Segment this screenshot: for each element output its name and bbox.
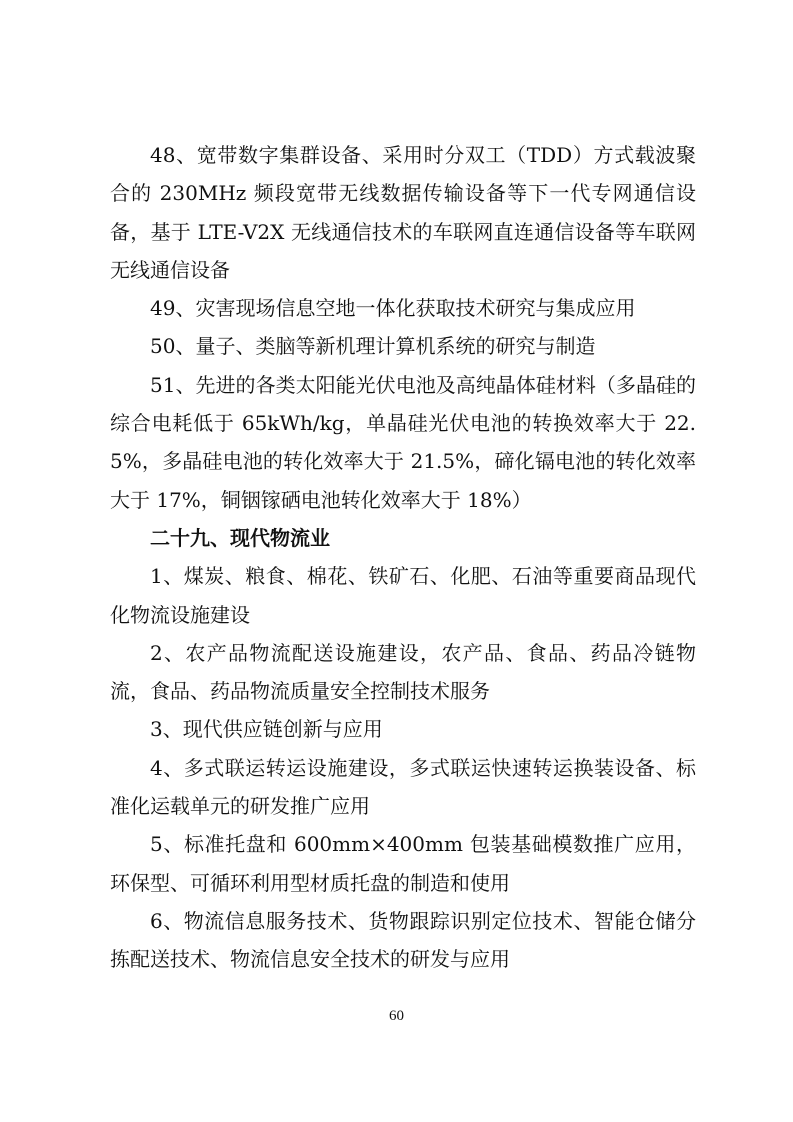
logistics-item-1: 1、煤炭、粮食、棉花、铁矿石、化肥、石油等重要商品现代化物流设施建设 — [110, 564, 696, 627]
page-body — [110, 136, 696, 979]
item-51: 51、先进的各类太阳能光伏电池及高纯晶体硅材料（多晶硅的综合电耗低于 65kWh/kg，单晶硅光伏电池的转换效率大于 22.5%，多晶硅电池的转化效率大于 21.5%，碲化镉电池的转化效率大于 17%，铜铟镓硒电池转化效率大于 18%） — [110, 372, 696, 512]
logistics-item-3: 3、现代供应链创新与应用 — [150, 717, 383, 742]
logistics-item-6: 6、物流信息服务技术、货物跟踪识别定位技术、智能仓储分拣配送技术、物流信息安全技术的研发与应用 — [110, 908, 696, 972]
page-number: 60 — [389, 1008, 404, 1024]
logistics-item-2: 2、农产品物流配送设施建设，农产品、食品、药品冷链物流，食品、药品物流质量安全控制技术服务 — [110, 640, 696, 704]
item-49: 49、灾害现场信息空地一体化获取技术研究与集成应用 — [150, 296, 636, 321]
logistics-item-4: 4、多式联运转运设施建设，多式联运快速转运换装设备、标准化运载单元的研发推广应用 — [110, 755, 696, 819]
section-heading: 二十九、现代物流业 — [150, 525, 330, 550]
item-48: 48、宽带数字集群设备、采用时分双工（TDD）方式载波聚合的 230MHz 频段宽带无线数据传输设备等下一代专网通信设备，基于 LTE-V2X 无线通信技术的车联网直连通信设备等车联网无线通信设备 — [110, 143, 696, 282]
logistics-item-5: 5、标准托盘和 600mm×400mm 包装基础模数推广应用，环保型、可循环利用型材质托盘的制造和使用 — [110, 832, 696, 895]
item-50: 50、量子、类脑等新机理计算机系统的研究与制造 — [150, 334, 596, 359]
